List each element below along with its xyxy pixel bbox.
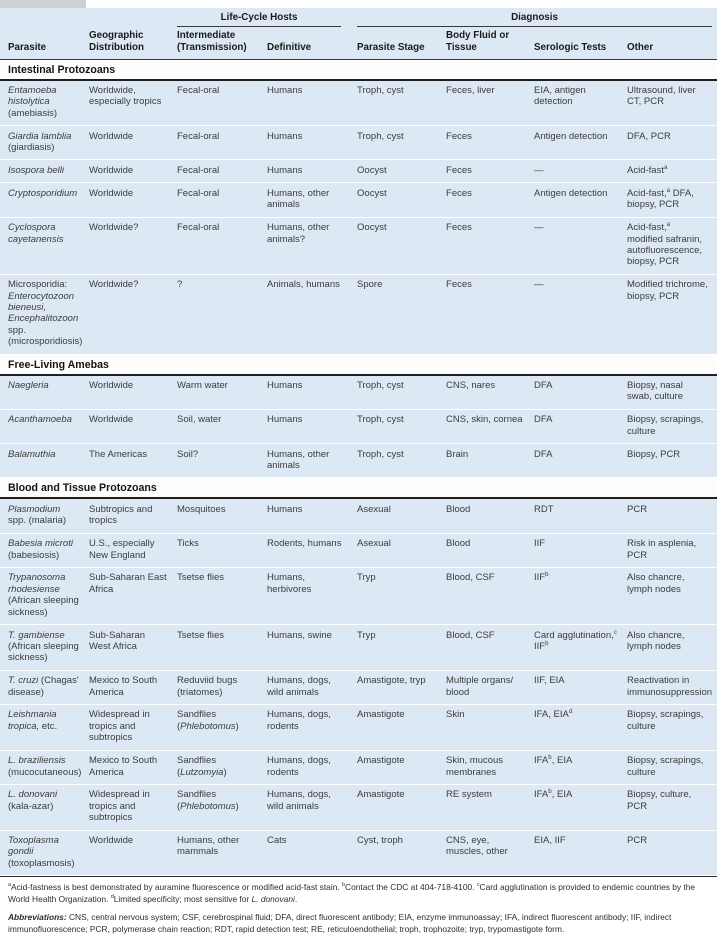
column-header-body-fluid-or-tissue: Body Fluid or Tissue bbox=[446, 27, 534, 59]
table-cell: EIA, IIF bbox=[534, 830, 627, 876]
table-cell: Entamoeba histolytica (amebiasis) bbox=[0, 80, 89, 126]
table-cell: Fecal-oral bbox=[177, 80, 267, 126]
table-cell: Animals, humans bbox=[267, 274, 357, 354]
table-cell: EIA, antigen detection bbox=[534, 80, 627, 126]
table-cell: Blood, CSF bbox=[446, 567, 534, 624]
table-row bbox=[0, 126, 717, 160]
table-cell: Oocyst bbox=[357, 183, 446, 217]
table-body bbox=[0, 59, 717, 876]
table-row bbox=[0, 274, 717, 354]
table-cell: Sandflies (Lutzomyia) bbox=[177, 750, 267, 784]
table-row bbox=[0, 217, 717, 274]
table-cell: Troph, cyst bbox=[357, 444, 446, 478]
table-cell: Amastigote, tryp bbox=[357, 670, 446, 704]
table-cell: Humans bbox=[267, 80, 357, 126]
table-cell: Trypanosoma rhodesiense (African sleeping sickness) bbox=[0, 567, 89, 624]
table-cell: Isospora belli bbox=[0, 160, 89, 183]
column-header-parasite: Parasite bbox=[0, 27, 89, 59]
table-cell: U.S., especially New England bbox=[89, 533, 177, 567]
table-cell: Cyclospora cayetanensis bbox=[0, 217, 89, 274]
table-cell: Biopsy, scrapings, culture bbox=[627, 750, 717, 784]
table-cell: IIF$^b$ bbox=[534, 567, 627, 624]
table-cell: IFA$^b$, EIA bbox=[534, 750, 627, 784]
abbreviations-label: Abbreviations: bbox=[8, 912, 67, 923]
table-cell: — bbox=[534, 274, 627, 354]
table-cell: Humans bbox=[267, 160, 357, 183]
table-cell: T. gambiense (African sleeping sickness) bbox=[0, 625, 89, 671]
column-header-parasite-stage: Parasite Stage bbox=[357, 27, 446, 59]
table-row bbox=[0, 160, 717, 183]
table-row bbox=[0, 533, 717, 567]
table-cell: Blood, CSF bbox=[446, 625, 534, 671]
table-cell: Mexico to South America bbox=[89, 670, 177, 704]
table-row bbox=[0, 830, 717, 876]
table-cell: PCR bbox=[627, 830, 717, 876]
table-cell: — bbox=[534, 160, 627, 183]
abbreviations-text bbox=[8, 912, 709, 935]
table-cell: Microsporidia: Enterocytozoon bieneusi, Encephalitozoon spp. (microsporidiosis) bbox=[0, 274, 89, 354]
table-cell: Feces bbox=[446, 126, 534, 160]
section-title: Free-Living Amebas bbox=[0, 354, 717, 375]
table-cell: Asexual bbox=[357, 498, 446, 533]
table-cell: Blood bbox=[446, 498, 534, 533]
column-header-definitive: Definitive bbox=[267, 27, 357, 59]
column-header-intermediate-transmission: Intermediate (Transmission) bbox=[177, 27, 267, 59]
table-cell: Rodents, humans bbox=[267, 533, 357, 567]
table-cell: Tryp bbox=[357, 625, 446, 671]
column-header-other: Other bbox=[627, 27, 717, 59]
table-cell: Amastigote bbox=[357, 704, 446, 750]
table-cell: Asexual bbox=[357, 533, 446, 567]
column-group-label: Diagnosis bbox=[357, 12, 712, 27]
table-cell: Biopsy, scrapings, culture bbox=[627, 409, 717, 443]
table-cell: Soil, water bbox=[177, 409, 267, 443]
table-cell: DFA bbox=[534, 375, 627, 410]
table-cell: Humans, other animals bbox=[267, 183, 357, 217]
table-cell: Reduviid bugs (triatomes) bbox=[177, 670, 267, 704]
section-header-row bbox=[0, 354, 717, 375]
table-cell: Toxoplasma gondii (toxoplasmosis) bbox=[0, 830, 89, 876]
table-cell: Worldwide bbox=[89, 409, 177, 443]
table-row bbox=[0, 704, 717, 750]
table-cell: Humans bbox=[267, 498, 357, 533]
table-cell: Antigen detection bbox=[534, 126, 627, 160]
table-cell: Warm water bbox=[177, 375, 267, 410]
table-cell: The Americas bbox=[89, 444, 177, 478]
table-cell: Mosquitoes bbox=[177, 498, 267, 533]
table-cell: Acid-fast$^a$ bbox=[627, 160, 717, 183]
table-cell: Humans, herbivores bbox=[267, 567, 357, 624]
table-cell: ? bbox=[177, 274, 267, 354]
table-cell: Sandflies (Phlebotomus) bbox=[177, 704, 267, 750]
footnotes-block bbox=[0, 876, 717, 941]
table-cell: Acanthamoeba bbox=[0, 409, 89, 443]
table-cell: Tryp bbox=[357, 567, 446, 624]
table-cell: T. cruzi (Chagas' disease) bbox=[0, 670, 89, 704]
section-title: Blood and Tissue Protozoans bbox=[0, 478, 717, 499]
table-row bbox=[0, 750, 717, 784]
table-cell: Sandflies (Phlebotomus) bbox=[177, 784, 267, 830]
section-title: Intestinal Protozoans bbox=[0, 59, 717, 80]
table-cell: Humans, other mammals bbox=[177, 830, 267, 876]
column-group-label: Life-Cycle Hosts bbox=[177, 12, 341, 27]
column-header-row bbox=[0, 27, 717, 59]
table-cell: Worldwide? bbox=[89, 217, 177, 274]
table-cell: Cats bbox=[267, 830, 357, 876]
table-cell: Acid-fast,$^a$ modified safranin, autofluorescence, biopsy, PCR bbox=[627, 217, 717, 274]
table-row bbox=[0, 625, 717, 671]
table-cell: Biopsy, PCR bbox=[627, 444, 717, 478]
table-cell: Feces bbox=[446, 274, 534, 354]
table-cell: Troph, cyst bbox=[357, 375, 446, 410]
table-cell: Subtropics and tropics bbox=[89, 498, 177, 533]
table-cell: Troph, cyst bbox=[357, 126, 446, 160]
table-cell: Widespread in tropics and subtropics bbox=[89, 704, 177, 750]
table-cell: IIF, EIA bbox=[534, 670, 627, 704]
section-header-row bbox=[0, 478, 717, 499]
table-cell: Skin, mucous membranes bbox=[446, 750, 534, 784]
table-cell: IFA$^b$, EIA bbox=[534, 784, 627, 830]
abbreviations-list: CNS, central nervous system; CSF, cerebrospinal fluid; DFA, direct fluorescent antibody; EIA, enzyme immunoassay; IFA, indirect fluorescent antibody; IIF, indirect immunofluorescence; PCR, polymerase chain reaction; RDT, rapid detection test; RE, reticuloendothelial; troph, trophozoite; tryp, trypomastigote form. bbox=[8, 912, 672, 935]
table-cell: CNS, nares bbox=[446, 375, 534, 410]
top-margin-strip bbox=[0, 0, 717, 8]
table-cell: Humans, dogs, rodents bbox=[267, 750, 357, 784]
table-header bbox=[0, 8, 717, 59]
table-cell: IFA, EIA$^d$ bbox=[534, 704, 627, 750]
table-cell: Sub-Saharan East Africa bbox=[89, 567, 177, 624]
table-cell: Fecal-oral bbox=[177, 160, 267, 183]
table-cell: Antigen detection bbox=[534, 183, 627, 217]
table-cell: Modified trichrome, biopsy, PCR bbox=[627, 274, 717, 354]
table-cell: Worldwide bbox=[89, 183, 177, 217]
table-cell: Worldwide bbox=[89, 375, 177, 410]
table-cell: Blood bbox=[446, 533, 534, 567]
table-cell: L. braziliensis (mucocutaneous) bbox=[0, 750, 89, 784]
table-label-tab-remnant bbox=[0, 0, 86, 8]
table-cell: Humans, other animals bbox=[267, 444, 357, 478]
table-cell: Worldwide bbox=[89, 160, 177, 183]
table-cell: Soil? bbox=[177, 444, 267, 478]
table-cell: Worldwide bbox=[89, 830, 177, 876]
table-cell: Oocyst bbox=[357, 160, 446, 183]
table-row bbox=[0, 80, 717, 126]
table-cell: Risk in asplenia, PCR bbox=[627, 533, 717, 567]
table-cell: Fecal-oral bbox=[177, 217, 267, 274]
table-cell: Worldwide, especially tropics bbox=[89, 80, 177, 126]
table-cell: Also chancre, lymph nodes bbox=[627, 625, 717, 671]
table-cell: Biopsy, scrapings, culture bbox=[627, 704, 717, 750]
table-cell: L. donovani (kala-azar) bbox=[0, 784, 89, 830]
parasite-diagnosis-table bbox=[0, 8, 717, 876]
table-cell: Humans, swine bbox=[267, 625, 357, 671]
table-cell: Skin bbox=[446, 704, 534, 750]
table-cell: Giardia lamblia (giardiasis) bbox=[0, 126, 89, 160]
column-header-serologic-tests: Serologic Tests bbox=[534, 27, 627, 59]
table-cell: Worldwide bbox=[89, 126, 177, 160]
table-cell: Babesia microti (babesiosis) bbox=[0, 533, 89, 567]
table-cell: Amastigote bbox=[357, 750, 446, 784]
table-row bbox=[0, 784, 717, 830]
table-cell: PCR bbox=[627, 498, 717, 533]
table-cell: DFA, PCR bbox=[627, 126, 717, 160]
table-cell: Reactivation in immunosuppression bbox=[627, 670, 717, 704]
table-cell: Feces bbox=[446, 160, 534, 183]
table-cell: RDT bbox=[534, 498, 627, 533]
column-group-diagnosis bbox=[357, 8, 717, 27]
table-cell: Mexico to South America bbox=[89, 750, 177, 784]
table-cell: Also chancre, lymph nodes bbox=[627, 567, 717, 624]
table-cell: Multiple organs/ blood bbox=[446, 670, 534, 704]
table-cell: Brain bbox=[446, 444, 534, 478]
table-cell: CNS, skin, cornea bbox=[446, 409, 534, 443]
table-row bbox=[0, 444, 717, 478]
table-cell: DFA bbox=[534, 444, 627, 478]
column-group-row bbox=[0, 8, 717, 27]
table-cell: Troph, cyst bbox=[357, 80, 446, 126]
footnote-text: $^a$Acid-fastness is best demonstrated by auramine fluorescence or modified acid-fast stain. $^b$Contact the CDC at 404-718-4100. $^c$Card agglutination is provided to endemic countries by the World Health Organization. $^d$Limited specificity; most sensitive for L. donovani. bbox=[8, 882, 696, 904]
table-cell: Ticks bbox=[177, 533, 267, 567]
table-cell: DFA bbox=[534, 409, 627, 443]
table-cell: Biopsy, nasal swab, culture bbox=[627, 375, 717, 410]
table-cell: Widespread in tropics and subtropics bbox=[89, 784, 177, 830]
table-cell: Humans bbox=[267, 375, 357, 410]
table-cell: Tsetse flies bbox=[177, 567, 267, 624]
table-cell: Ultrasound, liver CT, PCR bbox=[627, 80, 717, 126]
table-row bbox=[0, 375, 717, 410]
table-cell: Humans bbox=[267, 126, 357, 160]
table-cell: Feces bbox=[446, 217, 534, 274]
table-cell: RE system bbox=[446, 784, 534, 830]
table-cell: Cryptosporidium bbox=[0, 183, 89, 217]
spanner-spacer bbox=[0, 8, 177, 27]
table-cell: Troph, cyst bbox=[357, 409, 446, 443]
table-cell: Cyst, troph bbox=[357, 830, 446, 876]
table-cell: CNS, eye, muscles, other bbox=[446, 830, 534, 876]
table-cell: Worldwide? bbox=[89, 274, 177, 354]
table-cell: Sub-Saharan West Africa bbox=[89, 625, 177, 671]
table-row bbox=[0, 670, 717, 704]
table-cell: Humans, other animals? bbox=[267, 217, 357, 274]
table-cell: — bbox=[534, 217, 627, 274]
table-cell: Balamuthia bbox=[0, 444, 89, 478]
table-cell: Acid-fast,$^a$ DFA, biopsy, PCR bbox=[627, 183, 717, 217]
table-cell: Amastigote bbox=[357, 784, 446, 830]
section-header-row bbox=[0, 59, 717, 80]
table-cell: Humans, dogs, rodents bbox=[267, 704, 357, 750]
table-row bbox=[0, 409, 717, 443]
column-header-geographic-distribution: Geographic Distribution bbox=[89, 27, 177, 59]
table-cell: Naegleria bbox=[0, 375, 89, 410]
table-cell: Humans, dogs, wild animals bbox=[267, 670, 357, 704]
table-cell: Spore bbox=[357, 274, 446, 354]
table-cell: Feces bbox=[446, 183, 534, 217]
table-row bbox=[0, 183, 717, 217]
table-cell: Card agglutination,$^c$ IIF$^b$ bbox=[534, 625, 627, 671]
table-cell: Humans, dogs, wild animals bbox=[267, 784, 357, 830]
table-row bbox=[0, 567, 717, 624]
column-group-life-cycle-hosts bbox=[177, 8, 357, 27]
table-cell: Fecal-oral bbox=[177, 126, 267, 160]
table-cell: Tsetse flies bbox=[177, 625, 267, 671]
table-cell: Leishmania tropica, etc. bbox=[0, 704, 89, 750]
table-cell: Oocyst bbox=[357, 217, 446, 274]
table-cell: Biopsy, culture, PCR bbox=[627, 784, 717, 830]
table-cell: Plasmodium spp. (malaria) bbox=[0, 498, 89, 533]
table-cell: Feces, liver bbox=[446, 80, 534, 126]
table-cell: IIF bbox=[534, 533, 627, 567]
table-cell: Humans bbox=[267, 409, 357, 443]
table-row bbox=[0, 498, 717, 533]
table-cell: Fecal-oral bbox=[177, 183, 267, 217]
